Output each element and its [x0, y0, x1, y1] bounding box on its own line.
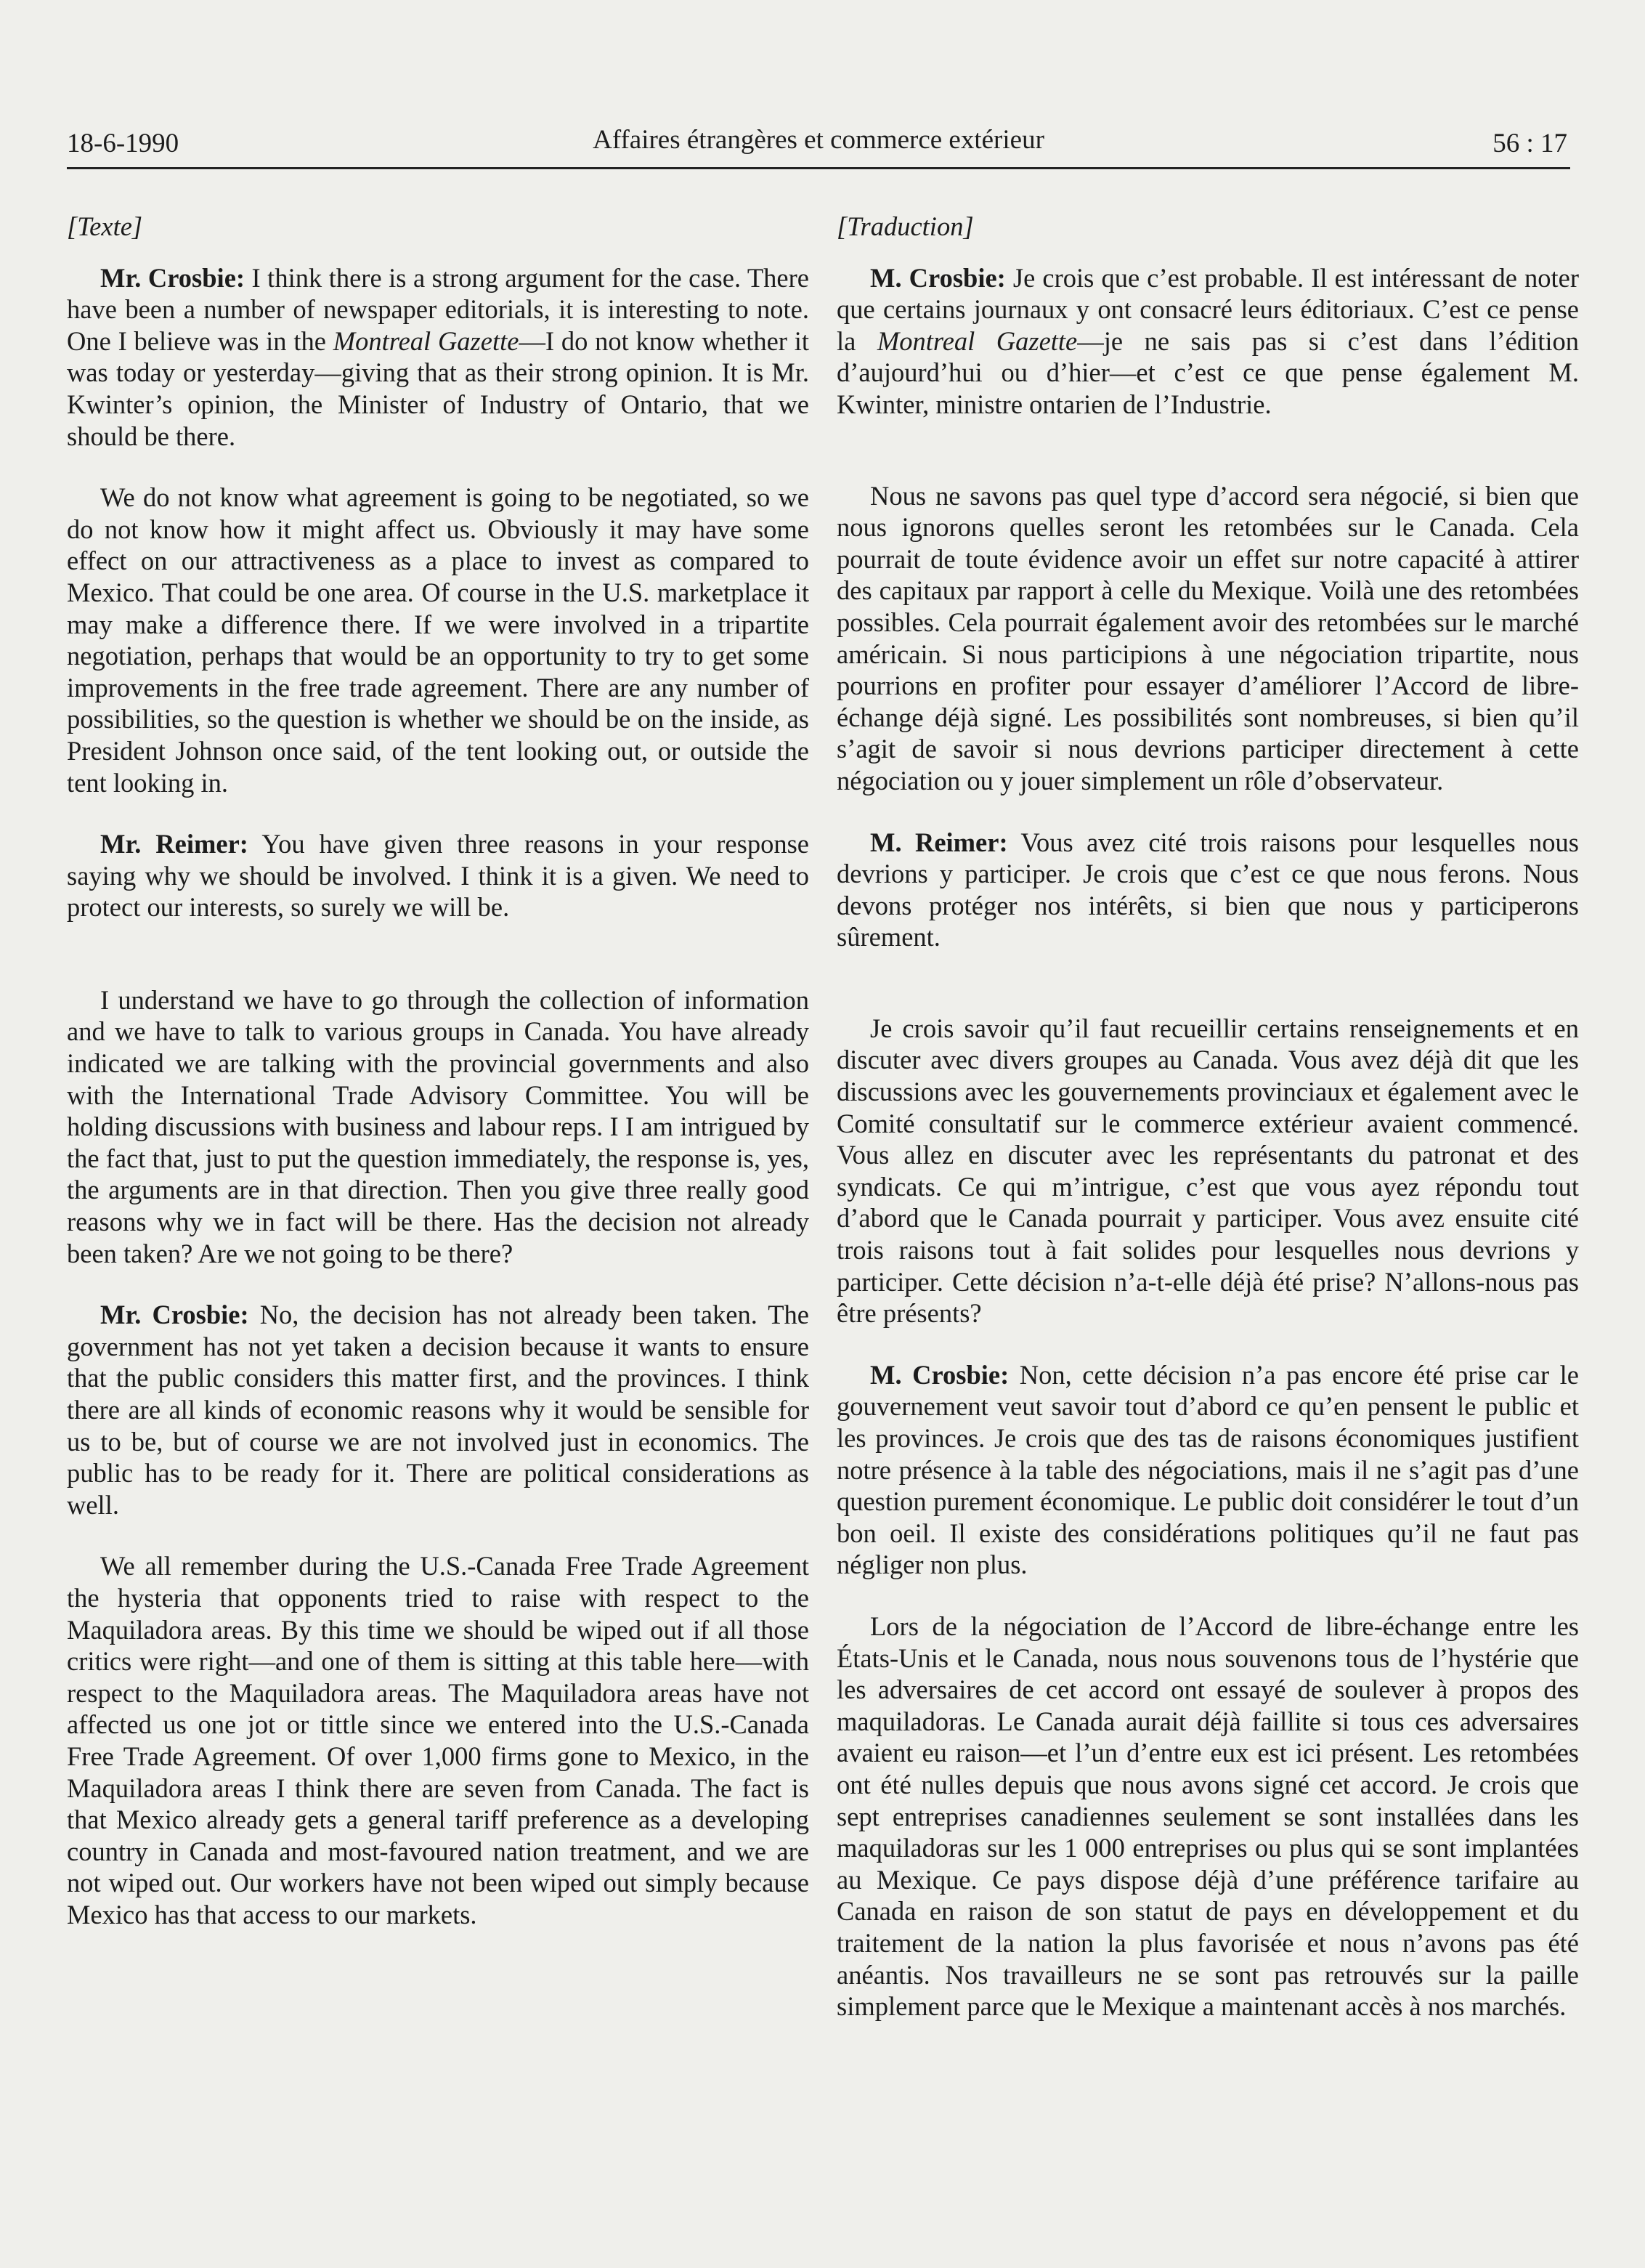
- paragraph: Lors de la négociation de l’Accord de libre-échange entre les États-Unis et le Canada, nous nous souvenons tous de l’hystérie que les adversaires de cet accord ont essayé de soulever à propos des maquiladoras. Le Canada aurait déjà faillite si tous ces adversaires avaient eu raison—et l’un d’entre eux est ici présent. Les retombées ont été nulles depuis que nous avons signé cet accord. Je crois que sept entreprises canadiennes seulement se sont installées dans les maquiladoras sur les 1 000 entreprises ou plus qui se sont implantées au Mexique. Ce pays dispose déjà d’une préférence tarifaire au Canada en raison de son statut de pays en développement et du traitement de la nation la plus favorisée et nous n’avons pas été anéantis. Nos travailleurs ne se sont pas retrouvés sur la paille simplement parce que le Mexique a maintenant accès à nos marchés.: [837, 1611, 1579, 2022]
- newspaper-title: Montreal Gazette: [333, 325, 519, 356]
- speaker-name: Mr. Crosbie:: [100, 1300, 249, 1330]
- paragraph: Je crois savoir qu’il faut recueillir certains renseignements et en discuter avec divers groupes au Canada. Vous avez déjà dit que les discussions avec les gouvernements provinciaux et également avec le Comité consultatif sur le commerce extérieur avaient commencé. Vous allez en discuter avec les représentants du patronat et des syndicats. Ce qui m’intrigue, c’est que vous ayez répondu tout d’abord que le Canada pourrait y participer. Vous avez ensuite cité trois raisons tout à fait solides pour lesquelles nous devrions y participer. Cette décision n’a-t-elle déjà été prise? N’allons-nous pas être présents?: [837, 1013, 1579, 1329]
- section-label-text: Traduction: [847, 211, 964, 241]
- section-label-traduction: [Traduction]: [837, 211, 974, 241]
- paragraph-text: Vous avez cité trois raisons pour lesquelles nous devrions y participer. Je crois que c’est ce que nous ferons. Nous devons protéger nos intérêts, si bien que nous y participerons sûrement.: [837, 827, 1579, 952]
- paragraph: We all remember during the U.S.-Canada Free Trade Agreement the hysteria that opponents tried to raise with respect to the Maquiladora areas. By this time we should be wiped out if all those critics were right—and one of them is sitting at this table here—with respect to the Maquiladora areas. The Maquiladora areas have not affected us one jot or tittle since we entered into the U.S.-Canada Free Trade Agreement. Of over 1,000 firms gone to Mexico, in the Maquiladora areas I think there are seven from Canada. The fact is that Mexico already gets a general tariff preference as a developing country in Canada and most-favoured nation treatment, and we are not wiped out. Our workers have not been wiped out simply because Mexico has that access to our markets.: [67, 1551, 809, 1929]
- speaker-name: M. Crosbie:: [870, 262, 1006, 293]
- english-column: [67, 211, 809, 1961]
- paragraph: We do not know what agreement is going to be negotiated, so we do not know how it might affect us. Obviously it may have some effect on our attractiveness as a place to invest as compared to Mexico. That could be one area. Of course in the U.S. marketplace it may make a difference there. If we were involved in a tripartite negotiation, perhaps that would be an opportunity to try to get some improvements in the free trade agreement. There are any number of possibilities, so the question is whether we should be on the inside, as President Johnson once said, of the tent looking out, or outside the tent looking in.: [67, 482, 809, 798]
- header-date: 18-6-1990: [67, 129, 179, 158]
- paragraph: [67, 262, 809, 453]
- paragraph: [837, 827, 1579, 953]
- speaker-name: M. Crosbie:: [870, 1359, 1010, 1390]
- paragraph: [67, 1299, 809, 1520]
- paragraph-text: I think there is a strong argument for the case. There have been a number of newspaper editorials, it is interesting to note. One I believe was in the: [67, 262, 809, 356]
- paragraph: [837, 1359, 1579, 1581]
- paragraph-text: —je ne sais pas si c’est dans l’édition d’aujourd’hui ou d’hier—et c’est ce que pense également M. Kwinter, ministre ontarien de l’Industrie.: [837, 325, 1580, 419]
- section-label-texte: [Texte]: [67, 211, 143, 241]
- paragraph: I understand we have to go through the collection of information and we have to talk to various groups in Canada. You have already indicated we are talking with the provincial governments and also with the International Trade Advisory Committee. You will be holding discussions with business and labour reps. I I am intrigued by the fact that, just to put the question immediately, the response is, yes, the arguments are in that direction. Then you give three really good reasons why we in fact will be there. Has the decision not already been taken? Are we not going to be there?: [67, 984, 809, 1268]
- paragraph: Nous ne savons pas quel type d’accord sera négocié, si bien que nous ignorons quelles seront les retombées sur le Canada. Cela pourrait de toute évidence avoir un effet sur notre capacité à attirer des capitaux par rapport à celle du Mexique. Voilà une des retombées possibles. Cela pourrait également avoir des retombées sur le marché américain. Si nous participions à une négociation tripartite, nous pourrions en profiter pour essayer d’améliorer l’Accord de libre-échange déjà signé. Les possibilités sont nombreuses, si bien qu’il s’agit de savoir si nous devrions participer directement à cette négociation ou y jouer simplement un rôle d’observateur.: [837, 480, 1579, 795]
- speaker-name: Mr. Crosbie:: [100, 262, 245, 293]
- paragraph-text: You have given three reasons in your response saying why we should be involved. I think it is a given. We need to protect our interests, so surely we will be.: [67, 829, 809, 923]
- paragraph-text: No, the decision has not already been taken. The government has not yet taken a decision because it wants to ensure that the public considers this matter first, and the provinces. I think there are all kinds of economic reasons why it would be sensible for us to be, but of course we are not involved just in economics. The public has to be ready for it. There are political considerations as well.: [67, 1300, 809, 1520]
- page-header: [67, 122, 1570, 169]
- newspaper-title: Montreal Gazette: [877, 325, 1078, 356]
- paragraph-text: Je crois que c’est probable. Il est intéressant de noter que certains journaux y ont consacré leurs éditoriaux. C’est ce pense la: [837, 262, 1579, 356]
- french-column: [837, 211, 1579, 2052]
- speaker-name: Mr. Reimer:: [100, 829, 248, 859]
- paragraph-text: Non, cette décision n’a pas encore été prise car le gouvernement veut savoir tout d’abord ce qu’en pensent le public et les provinces. Je crois que des tas de raisons économiques justifient notre présence à la table des négociations, mais il ne s’agit pas d’une question purement économique. Le public doit considérer le tout d’un bon oeil. Il existe des considérations politiques qu’il ne faut pas négliger non plus.: [837, 1359, 1579, 1580]
- paragraph: [837, 262, 1579, 421]
- paragraph-text: —I do not know whether it was today or yesterday—giving that as their strong opinion. It is Mr. Kwinter’s opinion, the Minister of Industry of Ontario, that we should be there.: [67, 325, 810, 451]
- speaker-name: M. Reimer:: [870, 827, 1008, 857]
- header-title: Affaires étrangères et commerce extérieur: [593, 125, 1044, 155]
- section-label-text: Texte: [77, 211, 132, 241]
- paragraph: [67, 828, 809, 923]
- header-page-number: 56 : 17: [1492, 129, 1567, 158]
